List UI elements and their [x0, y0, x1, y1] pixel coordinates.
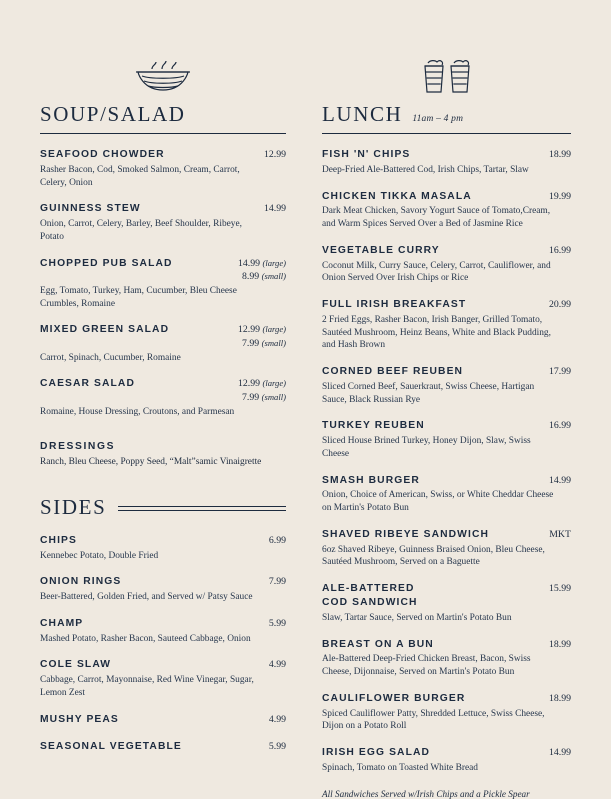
- menu-item: [40, 658, 286, 699]
- item-description: 2 Fried Eggs, Rasher Bacon, Irish Banger, Grilled Tomato, Sautéed Mushroom, Heinz Beans, White and Black Pudding, and Hash Brown: [322, 315, 551, 351]
- menu-item: [40, 148, 286, 189]
- item-price: [541, 244, 571, 257]
- dressings-list: Ranch, Bleu Cheese, Poppy Seed, “Malt”samic Vinaigrette: [40, 456, 262, 467]
- price-value: 14.99: [548, 747, 571, 759]
- item-description: Spinach, Tomato on Toasted White Bread: [322, 763, 478, 774]
- price-value: 20.99: [548, 299, 571, 311]
- sides-title: SIDES: [40, 494, 107, 519]
- price-value: 6.99: [268, 534, 286, 546]
- item-description: Sliced House Brined Turkey, Honey Dijon, Slaw, Swiss Cheese: [322, 436, 531, 459]
- item-price: [230, 377, 286, 403]
- menu-item: [322, 474, 571, 515]
- price-line: [238, 257, 286, 270]
- price-value: 14.99: [548, 474, 571, 486]
- price-line: [238, 337, 286, 350]
- price-value: 15.99: [548, 583, 571, 595]
- menu-item: [322, 638, 571, 679]
- menu-item: [40, 575, 286, 604]
- price-value: 16.99: [548, 420, 571, 432]
- price-value: 12.99: [237, 378, 260, 390]
- price-qualifier: (large): [262, 378, 286, 389]
- item-description: Onion, Carrot, Celery, Barley, Beef Shoulder, Ribeye, Potato: [40, 219, 242, 242]
- price-value: 19.99: [548, 190, 571, 202]
- item-price: [541, 474, 571, 487]
- item-price: [541, 419, 571, 432]
- item-name: CAULIFLOWER BURGER: [322, 692, 466, 704]
- item-name: CHICKEN TIKKA MASALA: [322, 190, 472, 202]
- price-line: [238, 270, 286, 283]
- item-price: [256, 148, 286, 161]
- lunch-section-header: [322, 102, 571, 134]
- soup-salad-items: [40, 148, 286, 419]
- item-name: CHIPS: [40, 534, 77, 546]
- item-name: SHAVED RIBEYE SANDWICH: [322, 528, 490, 540]
- menu-item: [322, 298, 571, 352]
- item-name: IRISH EGG SALAD: [322, 747, 431, 759]
- lunch-items: [322, 148, 571, 775]
- price-value: 14.99: [237, 257, 260, 269]
- item-description: Deep-Fried Ale-Battered Cod, Irish Chips, Tartar, Slaw: [322, 164, 529, 175]
- item-name: ALE-BATTERED COD SANDWICH: [322, 583, 418, 609]
- item-name: COLE SLAW: [40, 659, 112, 671]
- item-description: Sliced Corned Beef, Sauerkraut, Swiss Cheese, Hartigan Sauce, Black Russian Rye: [322, 381, 535, 405]
- item-name: SEAFOOD CHOWDER: [40, 149, 165, 160]
- section-divider: [118, 506, 286, 511]
- price-value: 12.99: [263, 149, 286, 160]
- menu-item: [322, 528, 571, 569]
- item-price: [261, 740, 286, 753]
- item-description: Cabbage, Carrot, Mayonnaise, Red Wine Vinegar, Sugar, Lemon Zest: [40, 675, 254, 699]
- item-name: MUSHY PEAS: [40, 713, 119, 725]
- menu-item: [40, 740, 286, 754]
- price-qualifier: (large): [262, 257, 286, 268]
- item-name: GUINNESS STEW: [40, 203, 141, 215]
- price-value: 5.99: [268, 617, 286, 629]
- menu-item: [322, 692, 571, 733]
- menu-item: [40, 713, 286, 727]
- item-name: MIXED GREEN SALAD: [40, 324, 170, 336]
- item-price: [230, 257, 286, 283]
- item-description: Kennebec Potato, Double Fried: [40, 550, 159, 561]
- item-description: Onion, Choice of American, Swiss, or White Cheddar Cheese on Martin's Potato Bun: [322, 490, 554, 514]
- item-description: Coconut Milk, Curry Sauce, Celery, Carrot, Cauliflower, and Onion Served Over Irish Chips or Rice: [322, 260, 551, 284]
- price-value: 12.99: [237, 324, 260, 336]
- menu-item: [322, 582, 571, 624]
- menu-item: [40, 257, 286, 311]
- price-line: [238, 391, 286, 404]
- price-value: 4.99: [268, 713, 286, 725]
- item-description: Slaw, Tartar Sauce, Served on Martin's Potato Bun: [322, 612, 512, 623]
- item-description: Romaine, House Dressing, Croutons, and Parmesan: [40, 406, 235, 417]
- sides-items: [40, 534, 286, 754]
- item-description: 6oz Shaved Ribeye, Guinness Braised Onion, Bleu Cheese, Sautéed Mushroom, Served on a Baguette: [322, 544, 545, 568]
- item-price: [261, 575, 286, 588]
- item-description: Spiced Cauliflower Patty, Shredded Lettuce, Swiss Cheese, Dijon on a Potato Roll: [322, 708, 545, 732]
- item-price: [541, 582, 571, 595]
- dressings-block: [40, 441, 286, 469]
- menu-item: [322, 244, 571, 285]
- item-description: Ale-Battered Deep-Fried Chicken Breast, Bacon, Swiss Cheese, Dijonnaise, Served on Martin's Potato Bun: [322, 654, 531, 678]
- item-name: VEGETABLE CURRY: [322, 244, 440, 256]
- dressings-title: DRESSINGS: [40, 440, 116, 452]
- item-description: Carrot, Spinach, Cucumber, Romaine: [40, 352, 181, 363]
- item-name: BREAST ON A BUN: [322, 638, 434, 650]
- item-description: Rasher Bacon, Cod, Smoked Salmon, Cream, Carrot, Celery, Onion: [40, 164, 240, 188]
- soup-bowl-icon: [40, 26, 286, 102]
- item-name: FISH 'N' CHIPS: [322, 149, 411, 160]
- price-value: 18.99: [548, 692, 571, 704]
- menu-item: [322, 190, 571, 231]
- price-value: 18.99: [548, 149, 571, 160]
- menu-item: [40, 534, 286, 563]
- item-price: [541, 190, 571, 203]
- price-value: 7.99: [242, 337, 260, 349]
- price-value: 16.99: [548, 244, 571, 256]
- price-qualifier: (small): [261, 391, 286, 402]
- item-price: [541, 298, 571, 311]
- item-name: CORNED BEEF REUBEN: [322, 366, 464, 378]
- price-qualifier: (large): [262, 324, 286, 335]
- item-price: [541, 692, 571, 705]
- item-description: Dark Meat Chicken, Savory Yogurt Sauce of Tomato,Cream, and Warm Spices Served Over a Bed of Jasmine Rice: [322, 206, 551, 230]
- beer-glasses-icon: [322, 26, 571, 102]
- price-value: 17.99: [548, 366, 571, 378]
- item-description: Mashed Potato, Rasher Bacon, Sauteed Cabbage, Onion: [40, 633, 251, 644]
- item-price: [541, 365, 571, 378]
- item-price: [261, 713, 286, 726]
- item-name: SEASONAL VEGETABLE: [40, 740, 182, 752]
- lunch-title: LUNCH: [322, 102, 403, 126]
- left-column: [40, 26, 304, 779]
- price-qualifier: (small): [261, 337, 286, 348]
- menu-item: [40, 202, 286, 243]
- item-price: [541, 638, 571, 651]
- item-name: CHAMP: [40, 617, 84, 629]
- menu-item: [40, 377, 286, 418]
- soup-salad-section-header: [40, 102, 286, 134]
- item-price: [541, 746, 571, 759]
- lunch-footnote: All Sandwiches Served w/Irish Chips and a Pickle Spear: [322, 788, 530, 799]
- item-name: FULL IRISH BREAKFAST: [322, 299, 467, 311]
- price-value: 4.99: [268, 659, 286, 671]
- item-name: CHOPPED PUB SALAD: [40, 257, 173, 269]
- item-name: TURKEY REUBEN: [322, 420, 425, 432]
- price-value: 8.99: [242, 270, 260, 282]
- item-name: CAESAR SALAD: [40, 378, 136, 390]
- item-description: Egg, Tomato, Turkey, Ham, Cucumber, Bleu Cheese Crumbles, Romaine: [40, 285, 237, 309]
- price-qualifier: (small): [261, 270, 286, 281]
- soup-salad-title: SOUP/SALAD: [40, 102, 186, 126]
- item-price: [261, 617, 286, 630]
- price-line: [238, 323, 286, 336]
- item-price: [541, 528, 571, 541]
- price-value: 14.99: [263, 203, 286, 215]
- lunch-hours: 11am – 4 pm: [412, 114, 464, 124]
- price-value: 5.99: [268, 740, 286, 752]
- item-price: [230, 323, 286, 349]
- menu-item: [322, 746, 571, 775]
- menu-item: [40, 323, 286, 364]
- menu-item: [40, 617, 286, 646]
- menu-item: [322, 419, 571, 460]
- price-value: 7.99: [268, 576, 286, 588]
- sides-section-header: [40, 495, 286, 520]
- menu-columns: [40, 26, 571, 799]
- menu-item: [322, 148, 571, 177]
- price-value: 18.99: [548, 638, 571, 650]
- item-price: [256, 202, 286, 215]
- price-value: 7.99: [242, 391, 260, 403]
- price-value: MKT: [549, 528, 571, 540]
- item-price: [261, 658, 286, 671]
- item-description: Beer-Battered, Golden Fried, and Served w/ Patsy Sauce: [40, 592, 253, 603]
- item-name: SMASH BURGER: [322, 474, 420, 486]
- item-price: [261, 534, 286, 547]
- item-name: ONION RINGS: [40, 576, 122, 588]
- right-column: [304, 26, 571, 799]
- menu-item: [322, 365, 571, 406]
- price-line: [238, 377, 286, 390]
- item-price: [541, 148, 571, 161]
